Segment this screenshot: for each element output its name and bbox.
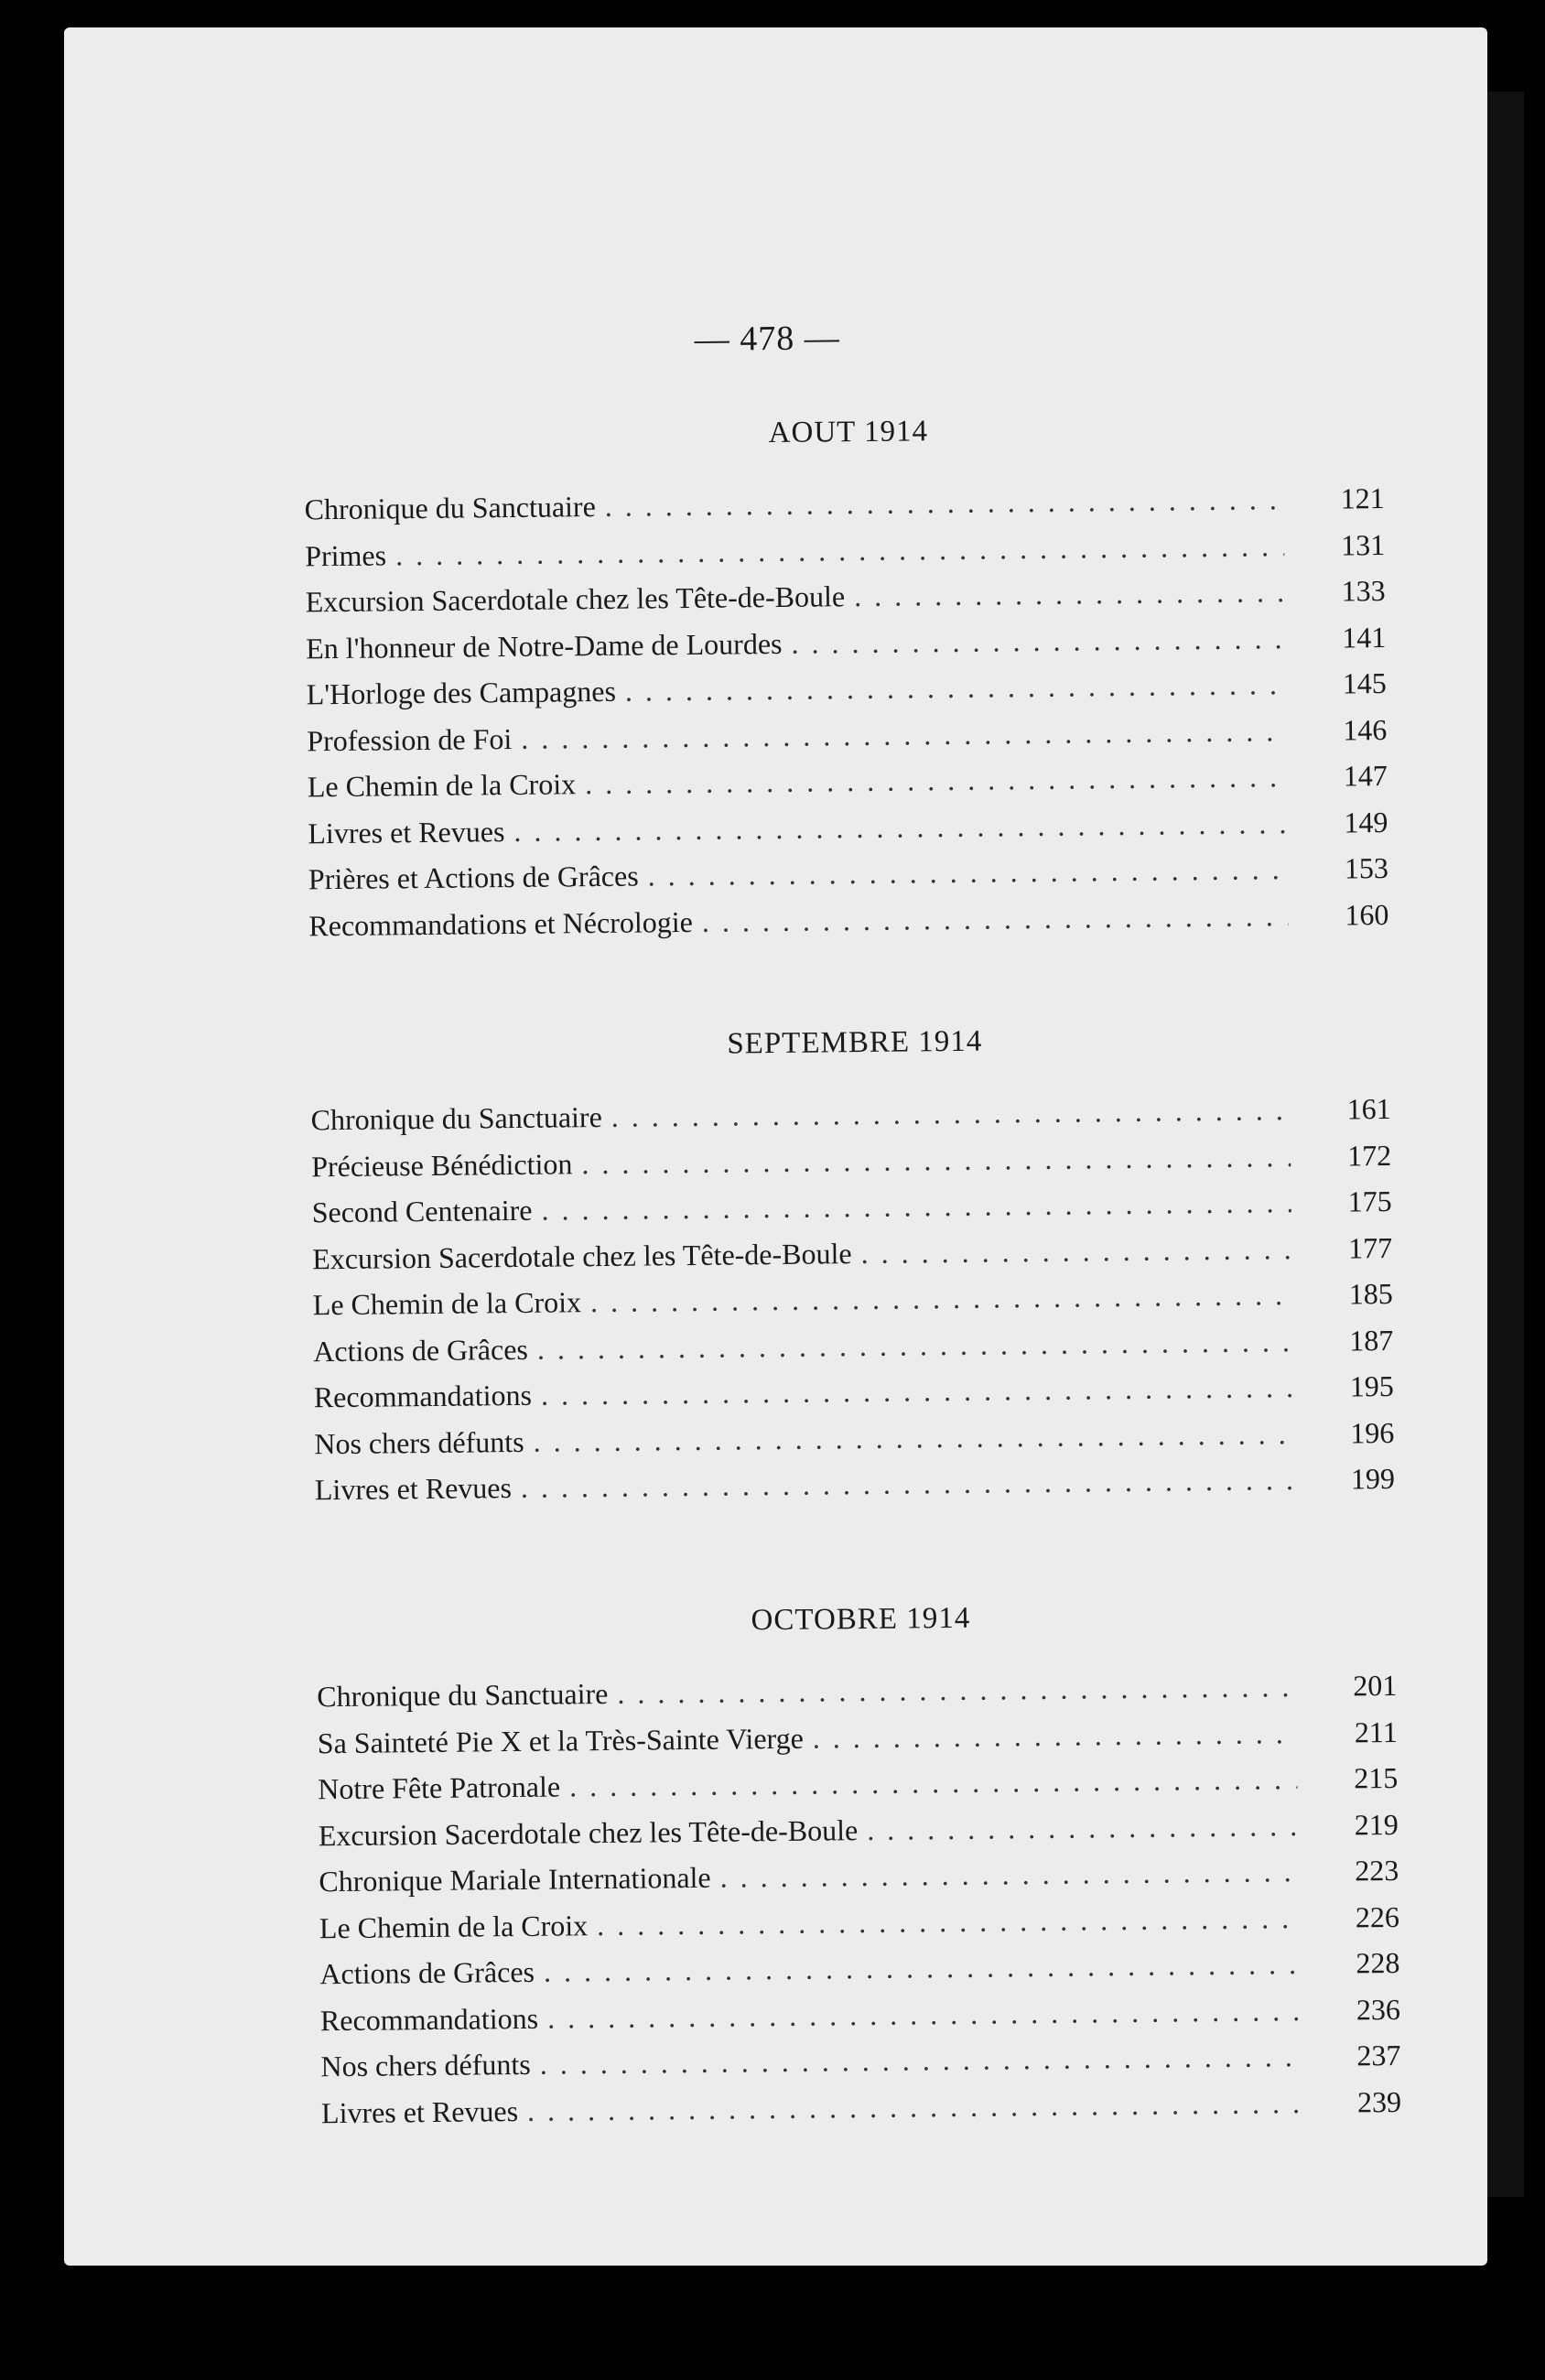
toc-entry-title: Recommandations et Nécrologie: [308, 904, 694, 942]
toc-entry-page: 201: [1353, 1668, 1398, 1703]
toc-entry-page: 239: [1356, 2084, 1402, 2118]
section-octobre: [316, 1597, 1401, 2136]
toc-entry-title: L'Horloge des Campagnes: [306, 674, 617, 711]
toc-entry-page: 141: [1342, 620, 1387, 654]
toc-entry-page: 185: [1348, 1276, 1393, 1311]
dot-leader: [813, 1710, 1297, 1761]
toc-entry-page: 215: [1354, 1760, 1399, 1795]
section-title: AOUT 1914: [768, 415, 929, 450]
toc-entry-title: Excursion Sacerdotale chez les Tête-de-Boule: [312, 1236, 852, 1275]
dot-leader: [569, 1756, 1298, 1809]
toc-entry-page: 146: [1343, 712, 1388, 746]
dot-leader: [513, 800, 1287, 854]
toc-entry-title: Le Chemin de la Croix: [307, 767, 577, 804]
toc-entry-title: Livres et Revues: [308, 814, 505, 849]
section-title: SEPTEMBRE 1914: [727, 1024, 983, 1061]
toc-entry-page: 175: [1347, 1184, 1392, 1218]
toc-entry-title: Prières et Actions de Grâces: [308, 859, 639, 896]
toc-entry-page: 121: [1340, 481, 1385, 515]
toc-entry-page: 226: [1355, 1899, 1400, 1933]
dot-leader: [791, 615, 1285, 666]
page-number: — 478 —: [694, 319, 840, 359]
toc-entry-title: Notre Fête Patronale: [318, 1769, 561, 1806]
toc-entry-page: 133: [1341, 573, 1386, 608]
dot-leader: [540, 2033, 1301, 2087]
toc-entry-page: 161: [1346, 1091, 1391, 1126]
toc-entry-title: Profession de Foi: [307, 721, 513, 757]
dot-leader: [625, 661, 1286, 714]
section-title: OCTOBRE 1914: [751, 1601, 971, 1638]
dot-leader: [867, 1802, 1298, 1853]
toc-entry-page: 223: [1355, 1853, 1399, 1888]
toc-entry-page: 172: [1346, 1138, 1392, 1172]
dot-leader: [537, 1318, 1293, 1372]
dot-leader: [719, 1848, 1298, 1900]
scanned-page: [64, 27, 1487, 2266]
toc-entry-title: Second Centenaire: [311, 1193, 533, 1229]
toc-entry-page: 149: [1344, 805, 1388, 838]
toc-entry-title: Nos chers défunts: [320, 2047, 531, 2083]
toc-entry-title: Précieuse Bénédiction: [311, 1146, 573, 1183]
toc-entry-title: Recommandations: [313, 1378, 533, 1414]
toc-entry-title: Chronique du Sanctuaire: [304, 490, 596, 526]
dot-leader: [702, 892, 1289, 945]
dot-leader: [854, 568, 1285, 619]
toc-entry-page: 196: [1350, 1415, 1395, 1449]
toc-entry-page: 160: [1345, 897, 1389, 931]
toc-entry-title: En l'honneur de Notre-Dame de Lourdes: [306, 626, 783, 665]
page-content: [52, 20, 1499, 2273]
toc-entry-page: 145: [1342, 665, 1387, 700]
dot-leader: [544, 1941, 1300, 1995]
dot-leader: [521, 708, 1286, 762]
toc-entry-title: Actions de Grâces: [319, 1954, 535, 1991]
dot-leader: [521, 1456, 1294, 1510]
toc-entry-title: Excursion Sacerdotale chez les Tête-de-Boule: [305, 579, 846, 619]
toc-entry-title: Le Chemin de la Croix: [319, 1908, 589, 1944]
toc-entry-title: Livres et Revues: [320, 2093, 519, 2129]
toc-entry-page: 199: [1350, 1461, 1396, 1496]
toc-entry-title: Primes: [305, 537, 387, 572]
dot-leader: [533, 1411, 1293, 1465]
toc-list: [317, 1662, 1401, 2136]
toc-entry-title: Excursion Sacerdotale chez les Tête-de-Boule: [318, 1812, 859, 1852]
toc-entry-page: 187: [1349, 1323, 1394, 1357]
dot-leader: [590, 1271, 1292, 1325]
dot-leader: [647, 846, 1288, 898]
toc-entry-page: 195: [1349, 1368, 1394, 1403]
dot-leader: [611, 1087, 1291, 1140]
toc-entry-title: Chronique du Sanctuaire: [310, 1099, 602, 1137]
toc-entry-page: 219: [1354, 1807, 1399, 1841]
toc-entry-title: Le Chemin de la Croix: [312, 1285, 582, 1322]
dot-leader: [581, 1133, 1291, 1186]
toc-entry-title: Chronique du Sanctuaire: [317, 1676, 609, 1714]
book-spine-shadow: [1487, 92, 1524, 2197]
dot-leader: [860, 1226, 1291, 1276]
dot-leader: [605, 476, 1284, 529]
toc-entry-title: Livres et Revues: [314, 1471, 513, 1507]
toc-entry-title: Actions de Grâces: [313, 1332, 529, 1368]
dot-leader: [597, 1895, 1299, 1948]
toc-entry-page: 228: [1356, 1945, 1400, 1980]
toc-entry-title: Sa Sainteté Pie X et la Très-Sainte Vierge: [317, 1721, 804, 1759]
section-septembre: [310, 1021, 1395, 1513]
toc-entry-page: 147: [1343, 758, 1388, 793]
toc-entry-title: Chronique Mariale Internationale: [319, 1860, 711, 1899]
dot-leader: [617, 1663, 1296, 1716]
toc-list: [310, 1086, 1395, 1513]
section-aout: [304, 410, 1389, 948]
toc-list: [304, 475, 1388, 948]
toc-entry-title: Recommandations: [319, 2001, 539, 2037]
dot-leader: [585, 753, 1287, 806]
toc-entry-page: 237: [1356, 2038, 1401, 2072]
toc-entry-page: 177: [1348, 1230, 1393, 1264]
toc-entry-page: 153: [1344, 850, 1389, 885]
dot-leader: [541, 1364, 1293, 1418]
dot-leader: [527, 2080, 1301, 2134]
dot-leader: [547, 1987, 1300, 2041]
toc-entry-title: Nos chers défunts: [314, 1424, 524, 1460]
toc-entry-page: 211: [1354, 1715, 1398, 1748]
toc-entry-page: 131: [1340, 527, 1386, 561]
dot-leader: [541, 1179, 1291, 1233]
toc-entry-page: 236: [1356, 1992, 1401, 2026]
